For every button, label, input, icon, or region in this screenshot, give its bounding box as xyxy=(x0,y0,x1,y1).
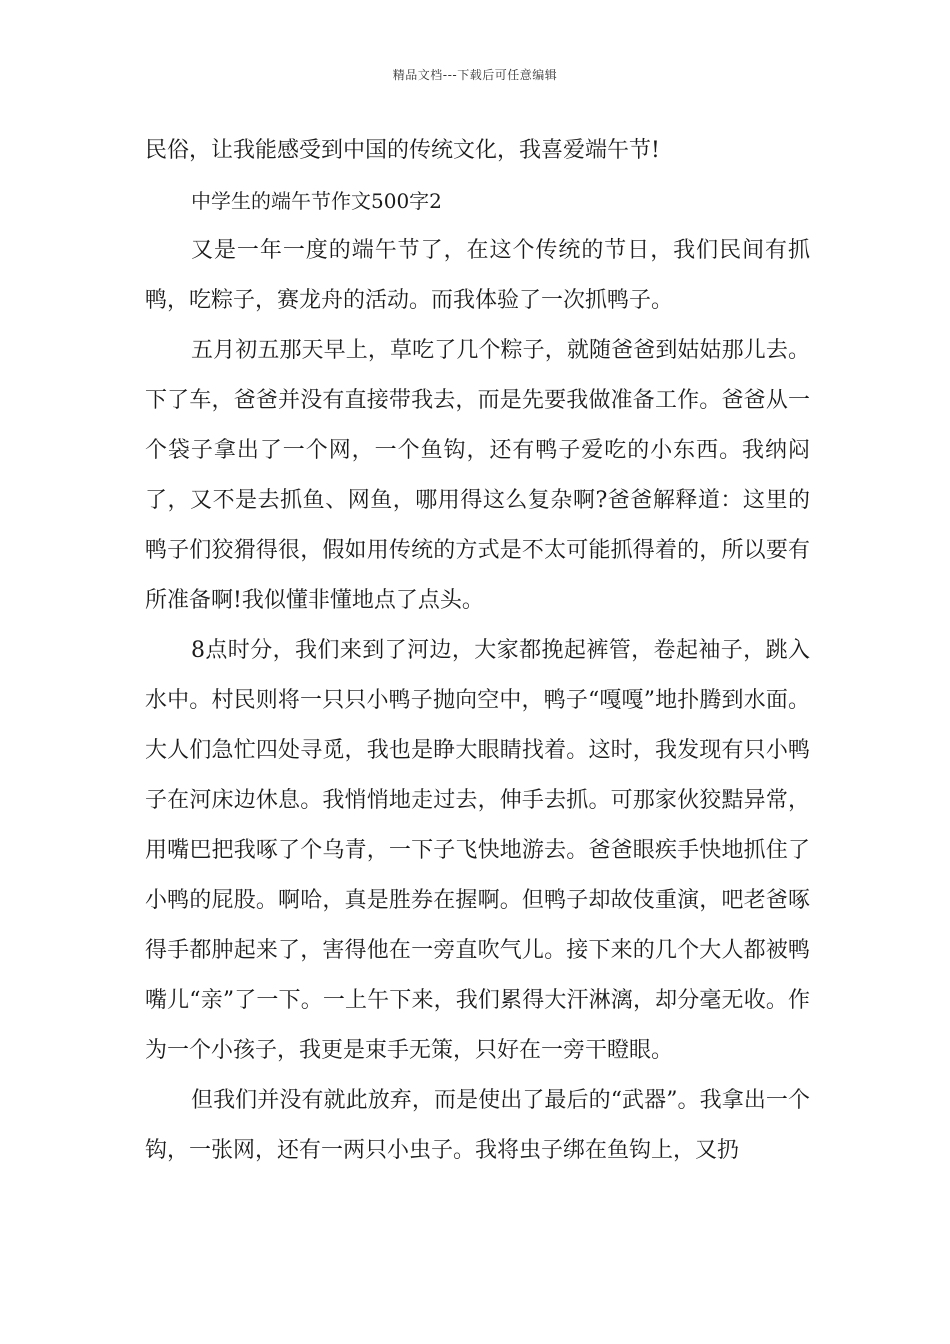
paragraph: 五月初五那天早上，草吃了几个粽子，就随爸爸到姑姑那儿去。下了车，爸爸并没有直接带我去，而是先要我做准备工作。爸爸从一个袋子拿出了一个网，一个鱼钩，还有鸭子爱吃的小东西。我纳闷了，又不是去抓鱼、网鱼，哪用得这么复杂啊?爸爸解释道：这里的鸭子们狡猾得很，假如用传统的方式是不太可能抓得着的，所以要有所准备啊!我似懂非懂地点了点头。 xyxy=(145,338,810,613)
essay-title: 中学生的端午节作文500字2 xyxy=(191,189,442,213)
paragraph: 又是一年一度的端午节了，在这个传统的节日，我们民间有抓鸭，吃粽子，赛龙舟的活动。而我体验了一次抓鸭子。 xyxy=(145,238,810,313)
page-header: 精品文档---下载后可任意编辑 xyxy=(392,68,558,82)
paragraph: 但我们并没有就此放弃，而是使出了最后的“武器”。我拿出一个钩，一张网，还有一两只小虫子。我将虫子绑在鱼钩上，又扔 xyxy=(145,1088,810,1163)
paragraph-continued: 民俗，让我能感受到中国的传统文化，我喜爱端午节! xyxy=(145,138,660,163)
essay-body xyxy=(145,126,810,1176)
paragraph: 8点时分，我们来到了河边，大家都挽起裤管，卷起袖子，跳入水中。村民则将一只只小鸭子抛向空中，鸭子“嘎嘎”地扑腾到水面。大人们急忙四处寻觅，我也是睁大眼睛找着。这时，我发现有只小鸭子在河床边休息。我悄悄地走过去，伸手去抓。可那家伙狡黠异常，用嘴巴把我啄了个乌青，一下子飞快地游去。爸爸眼疾手快地抓住了小鸭的屁股。啊哈，真是胜券在握啊。但鸭子却故伎重演，吧老爸啄得手都肿起来了，害得他在一旁直吹气儿。接下来的几个大人都被鸭嘴儿“亲”了一下。一上午下来，我们累得大汗淋漓，却分毫无收。作为一个小孩子，我更是束手无策，只好在一旁干瞪眼。 xyxy=(145,638,810,1063)
